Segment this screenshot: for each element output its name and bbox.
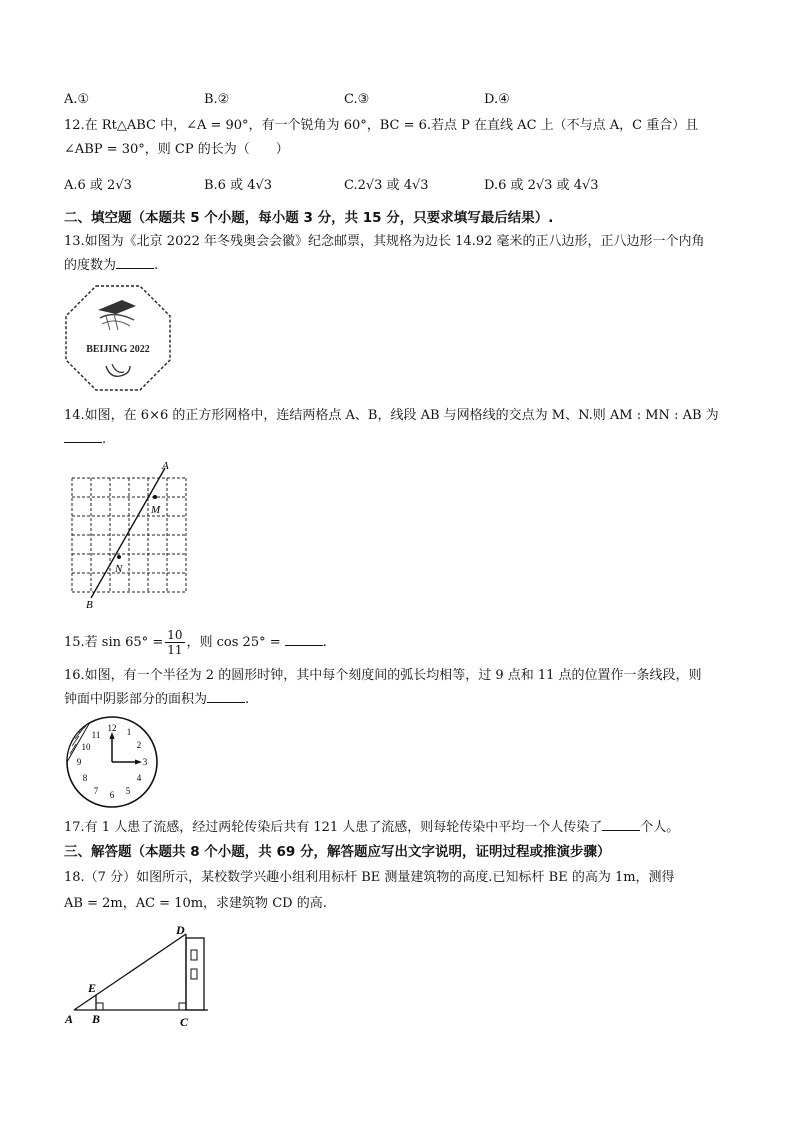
clock-number-7: 7: [93, 786, 99, 796]
agitos-stroke-2: [112, 364, 124, 372]
q15-middle: ，则 cos 25° =: [186, 635, 281, 650]
q13-line2-text: 的度数为: [64, 258, 117, 273]
emblem-mark: [98, 300, 136, 314]
stamp-text: BEIJING 2022: [86, 344, 150, 355]
q12-option-c: C.2√3 或 4√3: [344, 178, 429, 193]
q13-stem-line2: [64, 254, 738, 278]
q17-text: 17.有 1 人患了流感，经过两轮传染后共有 121 人患了流感，则每轮传染中平均一个人传染了: [64, 820, 603, 835]
q14-answer-blank[interactable]: [64, 430, 102, 443]
q16-line2-text: 钟面中阴影部分的面积为: [64, 692, 208, 707]
q12-option-a: A.6 或 2√3: [64, 178, 132, 193]
emblem-stroke-3: [106, 314, 118, 330]
grid-figure: [64, 458, 194, 610]
section3-heading: 三、解答题（本题共 8 个小题，共 69 分，解答题应写出文字说明，证明过程或推演步骤）: [64, 844, 611, 860]
section2-heading: 二、填空题（本题共 5 个小题，每小题 3 分，共 15 分，只要求填写最后结果）.: [64, 210, 554, 226]
q15-answer-blank[interactable]: [285, 633, 323, 646]
label-e: E: [88, 981, 97, 995]
q17-stem: [64, 816, 738, 840]
q15-end: .: [322, 635, 327, 650]
building-body: [186, 938, 204, 1010]
clock-number-4: 4: [136, 773, 142, 783]
q17-end: 个人。: [640, 820, 680, 835]
octagon-stamp-figure: [64, 284, 172, 392]
q15-stem: [64, 628, 738, 658]
q11-option-d: D.④: [484, 92, 510, 107]
clock-number-11: 11: [91, 730, 101, 740]
q14-line2-end: .: [102, 432, 107, 447]
label-a: A: [162, 460, 169, 472]
sight-line-ad: [74, 934, 186, 1010]
clock-number-2: 2: [136, 740, 142, 750]
q18-stem-line2: AB = 2m，AC = 10m，求建筑物 CD 的高.: [64, 896, 327, 911]
q15-denominator: 11: [167, 643, 183, 657]
grid-lines: [72, 478, 186, 592]
q16-stem-line2: [64, 688, 738, 712]
q13-answer-blank[interactable]: [116, 256, 154, 269]
clock-number-5: 5: [125, 786, 131, 796]
q12-option-d: D.6 或 2√3 或 4√3: [484, 178, 599, 193]
clock-number-10: 10: [81, 742, 91, 752]
q18-stem-line1: 18.（7 分）如图所示，某校数学兴趣小组利用标杆 BE 测量建筑物的高度.已知标杆 BE 的高为 1m，测得: [64, 870, 675, 885]
right-angle-b: [96, 1003, 103, 1010]
label-a: A: [65, 1012, 74, 1026]
label-n: N: [115, 563, 123, 575]
emblem-stroke-1: [100, 314, 134, 320]
q13-stem-line1: 13.如图为《北京 2022 年冬残奥会会徽》纪念邮票，其规格为边长 14.92 毫米的正八边形，正八边形一个内角: [64, 234, 705, 249]
q15-fraction: [165, 628, 184, 657]
q12-option-b: B.6 或 4√3: [204, 178, 273, 193]
q11-option-c: C.③: [344, 92, 370, 107]
label-b: B: [92, 1012, 101, 1026]
hour-hand-tip: [135, 760, 142, 765]
q11-option-a: A.①: [64, 92, 90, 107]
label-c: C: [180, 1015, 189, 1029]
building-window-1: [191, 950, 197, 960]
label-m: M: [151, 504, 161, 516]
building-figure: [62, 922, 222, 1032]
q12-stem-line2: ∠ABP = 30°，则 CP 的长为（ ）: [64, 142, 289, 157]
clock-figure: [64, 714, 160, 810]
q15-prefix: 15.若 sin 65° =: [64, 635, 164, 650]
q12-stem-line1: 12.在 Rt△ABC 中，∠A = 90°，有一个锐角为 60°，BC = 6.若点 P 在直线 AC 上（不与点 A，C 重合）且: [64, 118, 699, 133]
clock-number-6: 6: [109, 790, 115, 800]
minute-hand-tip: [110, 732, 115, 739]
q14-stem-line2: [64, 428, 738, 452]
q16-stem-line1: 16.如图，有一个半径为 2 的圆形时钟，其中每个刻度间的弧长均相等，过 9 点和 11 点的位置作一条线段，则: [64, 668, 702, 683]
clock-number-1: 1: [126, 727, 132, 737]
clock-number-3: 3: [142, 757, 148, 767]
octagon-outline: [66, 286, 170, 390]
segment-ab: [91, 468, 165, 598]
q15-numerator: 10: [167, 628, 183, 642]
q16-line2-end: .: [245, 692, 250, 707]
q11-option-b: B.②: [204, 92, 230, 107]
right-angle-c: [179, 1003, 186, 1010]
clock-number-8: 8: [82, 773, 88, 783]
point-n: [117, 555, 121, 559]
label-b: B: [86, 599, 93, 610]
building-window-2: [191, 969, 197, 979]
q17-answer-blank[interactable]: [602, 818, 640, 831]
clock-number-9: 9: [76, 757, 82, 767]
point-m: [153, 495, 157, 499]
q13-line2-end: .: [154, 258, 159, 273]
q14-stem-line1: 14.如图，在 6×6 的正方形网格中，连结两格点 A、B，线段 AB 与网格线的交点为 M、N.则 AM : MN : AB 为: [64, 408, 719, 423]
label-d: D: [176, 923, 185, 937]
clock-number-12: 12: [107, 723, 117, 733]
q16-answer-blank[interactable]: [207, 690, 245, 703]
